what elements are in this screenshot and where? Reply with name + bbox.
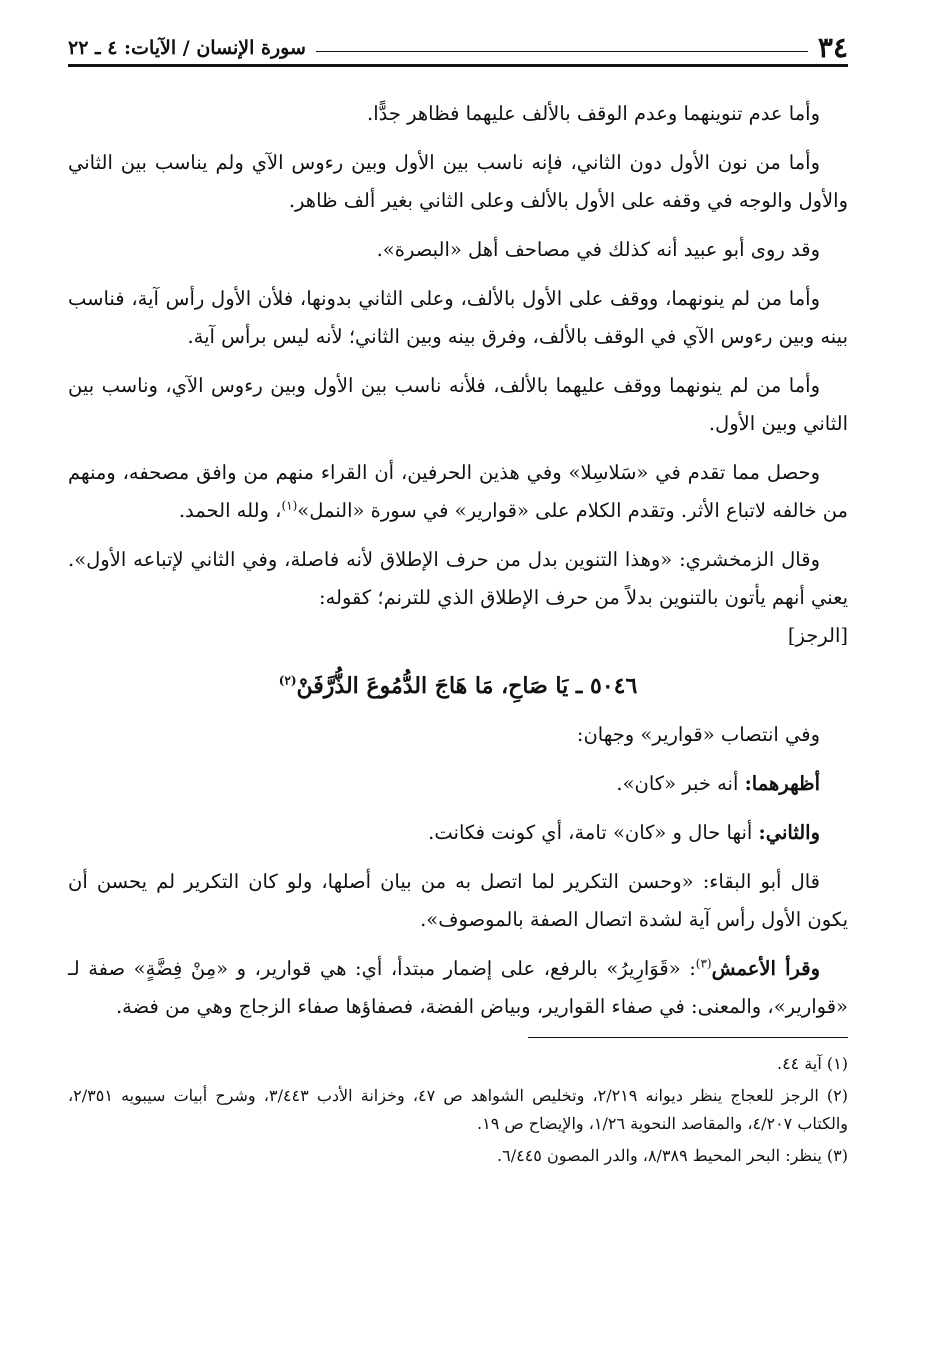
footnote-ref: (٢) [278, 673, 297, 688]
paragraph: وقد روى أبو عبيد أنه كذلك في مصاحف أهل «البصرة». [376, 238, 820, 261]
meter-label: [الرجز] [787, 624, 848, 647]
paragraph [68, 765, 848, 803]
running-title: سورة الإنسان / الآيات: ٤ ـ ٢٢ [68, 37, 306, 59]
paragraph: وقال الزمخشري: «وهذا التنوين بدل من حرف الإطلاق لأنه فاصلة، وفي الثاني لإتباعه الأول». يعني أنهم يأتون بالتنوين بدلاً من حرف الإطلاق الذي للترنم؛ كقوله: [68, 548, 848, 609]
paragraph-text: ، ولله الحمد. [178, 499, 282, 522]
paragraph-text: : «قَوَارِيرُ» بالرفع، على إضمار مبتدأ، أي: هي قوارير، و «مِنْ فِضَّةٍ» صفة لـ «قوارير»، والمعنى: في صفاء القوارير، وبياض الفضة، فصفاؤها صفاء الزجاج وهي من فضة. [68, 957, 848, 1018]
paragraph: وأما عدم تنوينهما وعدم الوقف بالألف عليهما فظاهر جدًّا. [367, 102, 820, 125]
term-label: وقرأ الأعمش [711, 957, 820, 980]
footnote-separator [528, 1037, 848, 1038]
paragraph: قال أبو البقاء: «وحسن التكرير لما اتصل به من بيان أصلها، ولو كان التكرير لم يحسن أن يكون الأول رأس آية لشدة اتصال الصفة بالموصوف». [68, 870, 848, 931]
paragraph [68, 814, 848, 852]
header-rule [316, 51, 808, 52]
paragraph-text: أنه خبر «كان». [616, 772, 745, 795]
paragraph [68, 950, 848, 1026]
paragraph: وفي انتصاب «قوارير» وجهان: [576, 723, 820, 746]
paragraph-text: أنها حال و «كان» تامة، أي كونت فكانت. [428, 821, 759, 844]
footnote: (٢) الرجز للعجاج ينظر ديوانه ٢/٢١٩، وتخليص الشواهد ص ٤٧، وخزانة الأدب ٣/٤٤٣، وشرح أبيات سيبويه ٢/٣٥١، والكتاب ٤/٢٠٧، والمقاصد النحوية ١/٢٦، والإيضاح ص ١٩. [68, 1086, 849, 1133]
footnote: (١) آية ٤٤. [776, 1054, 848, 1073]
footnote: (٣) ينظر: البحر المحيط ٨/٣٨٩، والدر المصون ٦/٤٤٥. [497, 1146, 848, 1165]
footnotes [68, 1050, 848, 1170]
paragraph: وأما من نون الأول دون الثاني، فإنه ناسب بين الأول وبين رءوس الآي ولم يناسب بين الثاني والأول والوجه في وقفه على الأول بالألف وعلى الثاني بغير ألف ظاهر. [68, 151, 848, 212]
verse-text: ٥٠٤٦ ـ يَا صَاحِ، مَا هَاجَ الدُّمُوعَ الذُّرَّفَنْ [296, 673, 638, 699]
term-label: أظهرهما: [744, 772, 820, 795]
footnote-ref: (١) [281, 498, 298, 513]
page [68, 20, 848, 1174]
paragraph: وأما من لم ينونهما، ووقف على الأول بالألف، وعلى الثاني بدونها، فلأن الأول رأس آية، فناسب بينه وبين رءوس الآي في الوقف بالألف، وفرق بينه وبين الثاني؛ لأنه ليس برأس آية. [68, 287, 848, 348]
term-label: والثاني: [758, 821, 820, 844]
paragraph [68, 454, 848, 530]
poetry-verse [68, 666, 848, 706]
footnote-ref: (٣) [695, 956, 712, 971]
main-text [68, 95, 848, 1026]
paragraph: وأما من لم ينونهما ووقف عليهما بالألف، فلأنه ناسب بين الأول وبين رءوس الآي، وناسب بين الثاني وبين الأول. [68, 374, 848, 435]
page-number: ٣٤ [817, 31, 848, 64]
paragraph-text: وحصل مما تقدم في «سَلاسِلا» وفي هذين الحرفين، أن القراء منهم من وافق مصحفه، ومنهم من خالفه لاتباع الأثر. وتقدم الكلام على «قوارير» في سورة «النمل» [68, 461, 848, 522]
running-header [68, 20, 848, 67]
